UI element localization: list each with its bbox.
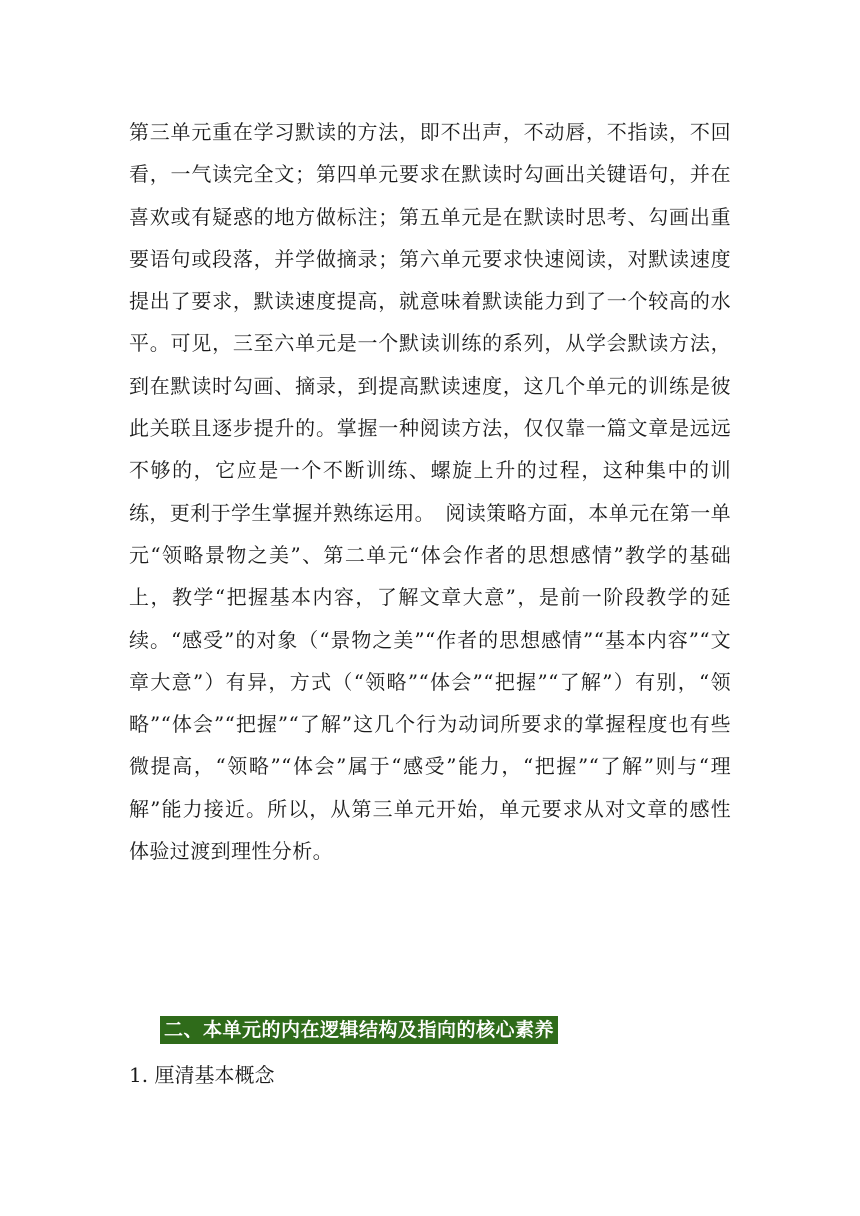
sub-heading: 1. 厘清基本概念 — [129, 1063, 275, 1087]
body-paragraph: 第三单元重在学习默读的方法，即不出声，不动唇，不指读，不回看，一气读完全文；第四单元要求在默读时勾画出关键语句，并在喜欢或有疑惑的地方做标注；第五单元是在默读时思考、勾画出重要语句或段落，并学做摘录；第六单元要求快速阅读，对默读速度提出了要求，默读速度提高，就意味着默读能力到了一个较高的水平。可见，三至六单元是一个默读训练的系列，从学会默读方法，到在默读时勾画、摘录，到提高默读速度，这几个单元的训练是彼此关联且逐步提升的。掌握一种阅读方法，仅仅靠一篇文章是远远不够的，它应是一个不断训练、螺旋上升的过程，这种集中的训练，更利于学生掌握并熟练运用。 阅读策略方面，本单元在第一单元“领略景物之美”、第二单元“体会作者的思想感情”教学的基础上，教学“把握基本内容，了解文章大意”，是前一阶段教学的延续。“感受”的对象（“景物之美”“作者的思想感情”“基本内容”“文章大意”）有异，方式（“领略”“体会”“把握”“了解”）有别，“领略”“体会”“把握”“了解”这几个行为动词所要求的掌握程度也有些微提高，“领略”“体会”属于“感受”能力，“把握”“了解”则与“理解”能力接近。所以，从第三单元开始，单元要求从对文章的感性体验过渡到理性分析。 — [129, 120, 731, 864]
section-heading: 二、本单元的内在逻辑结构及指向的核心素养 — [160, 1016, 558, 1044]
